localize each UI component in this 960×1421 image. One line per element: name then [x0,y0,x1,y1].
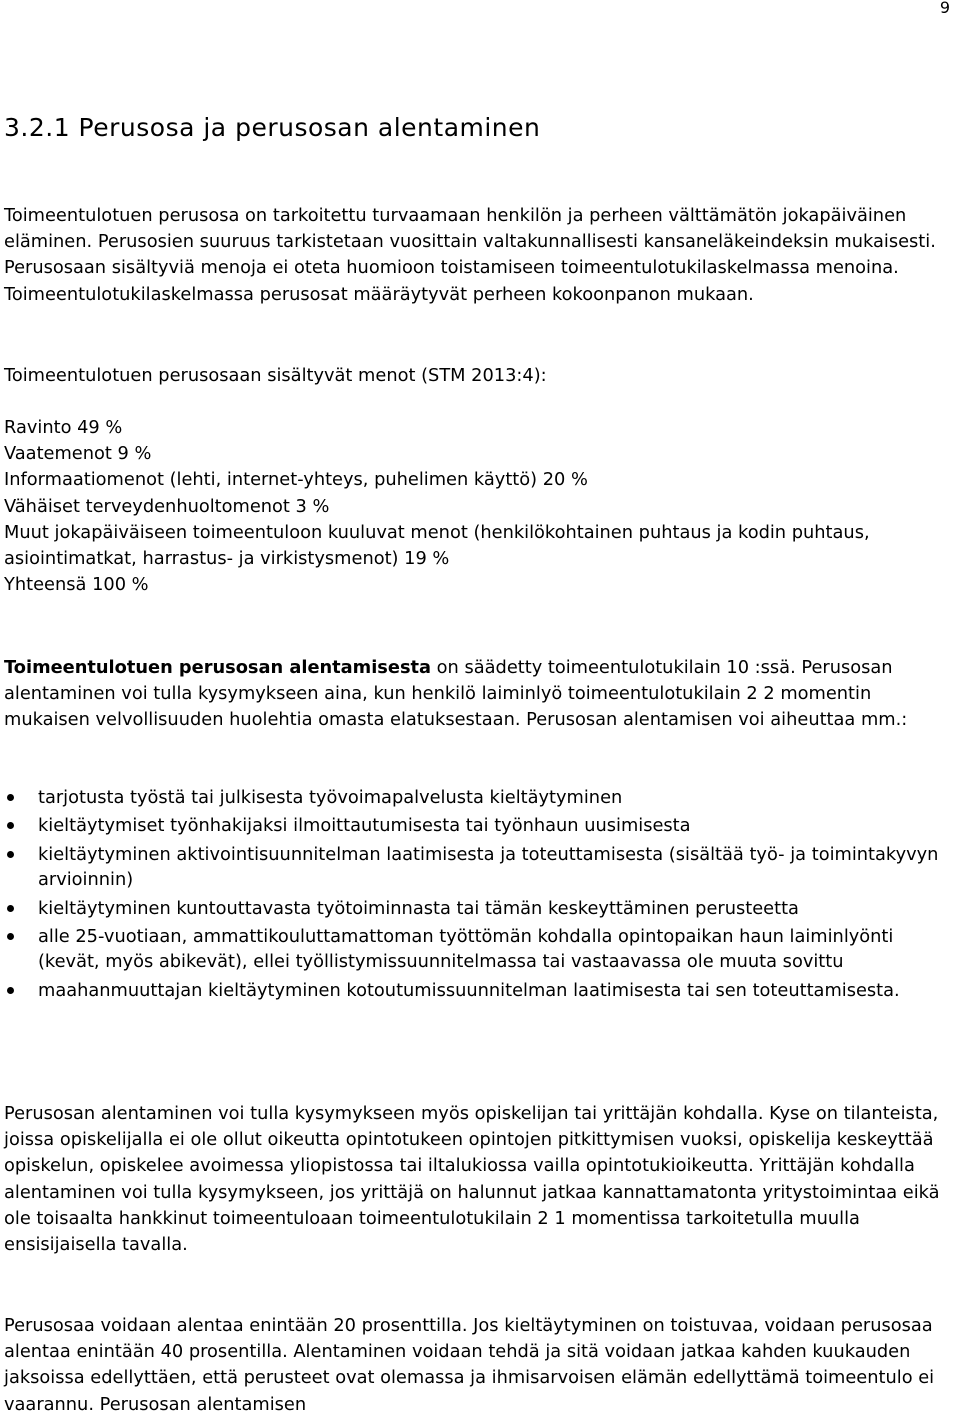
expenses-list [4,415,954,598]
reduction-bold-term: Toimeentulotuen perusosan alentamisesta [4,657,432,678]
bullet-icon [7,822,14,829]
reason-item [4,924,960,975]
reduction-text: on säädetty toimeentulotukilain 10 :ssä. Perusosan alentaminen voi tulla kysymykseen aina, kun henkilö laiminlyö toimeentulotukilain 2 2 momentin mukaisen velvollisuuden huolehtia omasta elatuksestaan. Perusosan alentamisen voi aiheuttaa mm.: [4,657,908,731]
bullet-icon [7,794,14,801]
expense-item: Muut jokapäiväiseen toimeentuloon kuuluvat menot (henkilökohtainen puhtaus ja kodin puhtaus, asiointimatkat, harrastus- ja virkistysmenot) 19 % [4,521,870,570]
expense-item: Informaatiomenot (lehti, internet-yhteys, puhelimen käyttö) 20 % [4,469,588,491]
reduction-amount-paragraph: Perusosaa voidaan alentaa enintään 20 prosenttilla. Jos kieltäytyminen on toistuvaa, voidaan perusosaa alentaa enintään 40 prosentilla. Alentaminen voidaan tehdä ja sitä voidaan jatkaa kahden kuukauden jaksoissa edellyttäen, että perusteet ovat olemassa ja ihmisarvoisen elämän edellyttämä toimeentulo ei vaarannu. Perusosan alentamisen [4,1315,935,1415]
reason-item [4,842,960,893]
intro-paragraph: Toimeentulotuen perusosa on tarkoitettu turvaamaan henkilön ja perheen välttämätön jokapäiväinen eläminen. Perusosien suuruus tarkistetaan vuosittain valtakunnallisesti kansaneläkeindeksin mukaisesti. Perusosaan sisältyviä menoja ei oteta huomioon toistamiseen toimeentulotukilaskelmassa menoina. Toimeentulotukilaskelmassa perusosat määräytyvät perheen kokoonpanon mukaan. [4,205,936,305]
reason-item [4,785,960,810]
reason-text: kieltäytyminen aktivointisuunnitelman laatimisesta ja toteuttamisesta (sisältää työ- ja toimintakyvyn arvioinnin) [38,843,939,891]
page-number: 9 [939,0,950,17]
expense-item: Ravinto 49 % [4,417,123,438]
reason-text: kieltäytyminen kuntouttavasta työtoiminnasta tai tämän keskeyttäminen perusteetta [38,897,799,919]
expenses-intro: Toimeentulotuen perusosaan sisältyvät menot (STM 2013:4): [4,365,547,386]
student-entrepreneur-paragraph: Perusosan alentaminen voi tulla kysymykseen myös opiskelijan tai yrittäjän kohdalla. Kyse on tilanteista, joissa opiskelijalla ei ole ollut oikeutta opintotukeen opintojen pitkittymisen vuoksi, opiskelija keskeyttää opiskelun, opiskelee avoimessa yliopistossa tai iltalukiossa vailla opintotukioikeutta. Yrittäjän kohdalla alentaminen voi tulla kysymykseen, jos yrittäjä on halunnut jatkaa kannattamatonta yritystoimintaa eikä ole toisaalta hankkinut toimeentuloaan toimeentulotukilain 2 1 momentissa tarkoitetulla muulla ensisijaisella tavalla. [4,1103,940,1256]
expense-item: Yhteensä 100 % [4,574,149,596]
reason-item [4,896,960,921]
bullet-icon [7,851,14,858]
bullet-icon [7,933,14,940]
reason-text: alle 25-vuotiaan, ammattikouluttamattoman työttömän kohdalla opintopaikan haun laiminlyönti (kevät, myös abikevät), ellei työllistymissuunnitelmassa tai vastaavassa ole muuta sovittu [38,926,894,973]
reason-text: maahanmuuttajan kieltäytyminen kotoutumissuunnitelman laatimisesta tai sen toteuttamisesta. [38,979,900,1001]
bullet-icon [7,905,14,912]
section-heading: 3.2.1 Perusosa ja perusosan alentaminen [4,113,541,142]
bullet-icon [7,987,14,994]
reduction-reasons-list [4,785,960,1006]
reason-text: tarjotusta työstä tai julkisesta työvoimapalvelusta kieltäytyminen [38,787,623,808]
expense-item: Vähäiset terveydenhuoltomenot 3 % [4,495,330,517]
reason-item [4,813,960,838]
expense-item: Vaatemenot 9 % [4,443,152,465]
reason-item [4,978,960,1003]
reduction-paragraph [4,655,954,734]
reason-text: kieltäytymiset työnhakijaksi ilmoittautumisesta tai työnhaun uusimisesta [38,815,691,837]
